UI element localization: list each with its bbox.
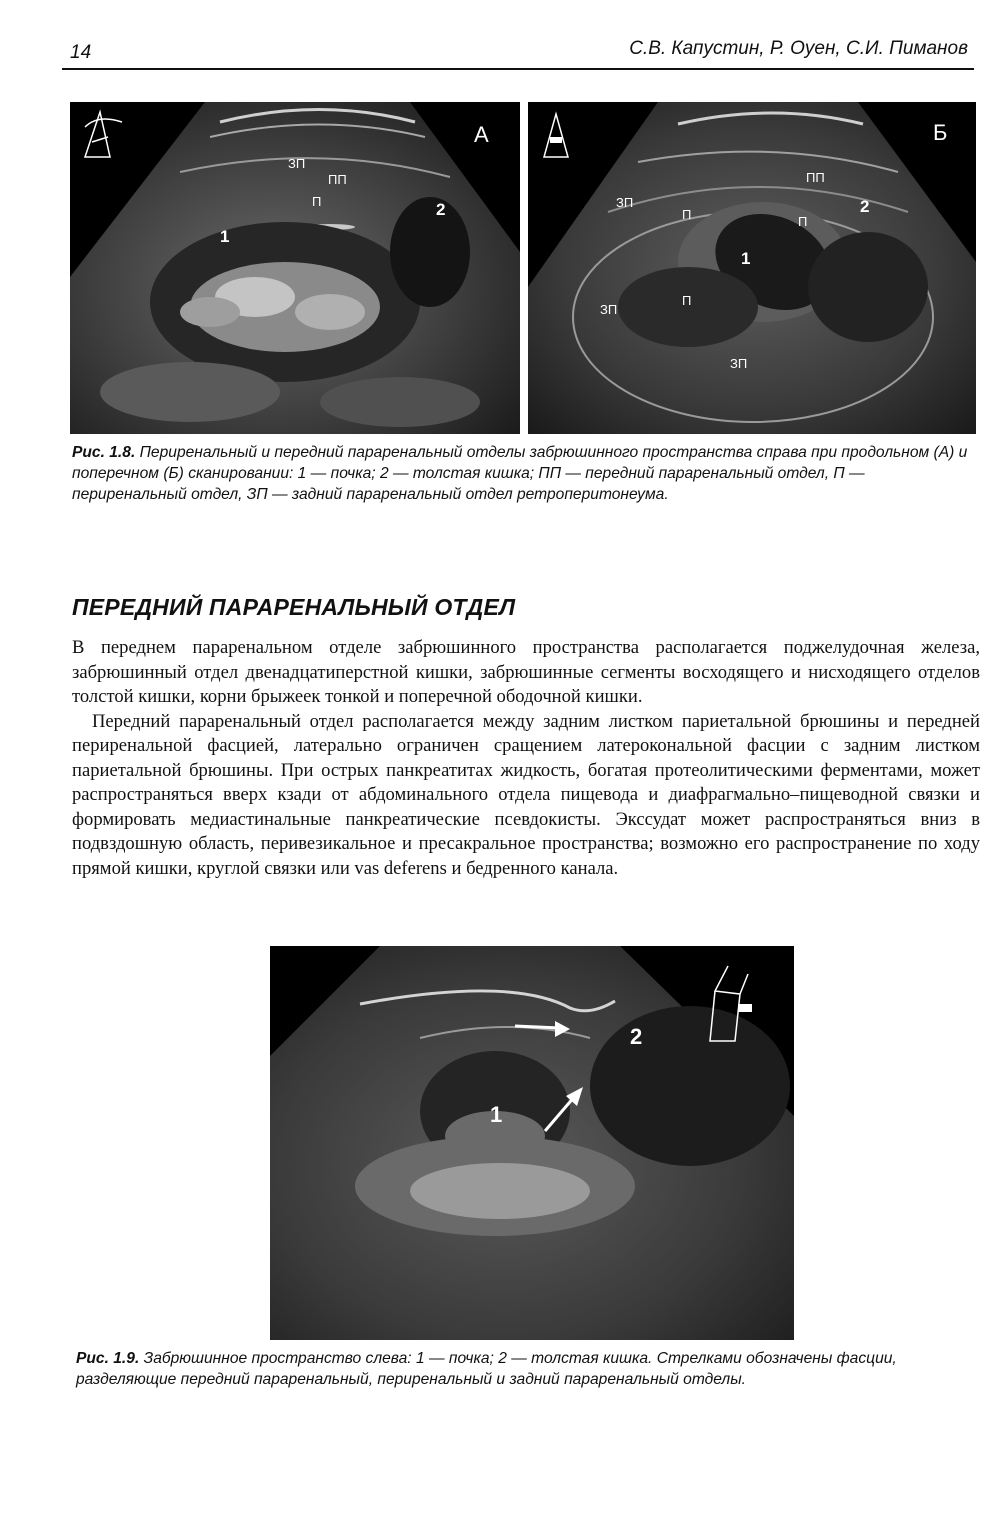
figure-1-9-caption	[76, 1348, 986, 1390]
ultrasound-image-fig-1-9	[270, 946, 794, 1340]
section-title: ПЕРЕДНИЙ ПАРАРЕНАЛЬНЫЙ ОТДЕЛ	[72, 594, 516, 620]
label-zp-b-2: ЗП	[600, 302, 618, 317]
label-colon-a: 2	[436, 200, 446, 219]
figure-1-9-caption-lead: Рис. 1.9.	[76, 1350, 140, 1367]
label-p-b-1: П	[682, 207, 692, 222]
label-zp-a: ЗП	[288, 156, 306, 171]
label-pp-a: ПП	[328, 172, 347, 187]
label-p-a: П	[312, 194, 322, 209]
figure-1-8-caption-text: Периренальный и передний параренальный отделы забрюшинного пространства справа при продольном (А) и поперечном (Б) сканировании: 1 — почка; 2 — толстая кишка; ПП — передний параренальный отдел, П — периренальный отдел, ЗП — задний параренальный отдел ретроперитонеума.	[72, 444, 968, 503]
label-kidney-b: 1	[741, 249, 751, 268]
panel-label-a: А	[474, 122, 489, 147]
page-number: 14	[70, 42, 92, 63]
section-body	[72, 636, 980, 881]
label-zp-b-3: ЗП	[730, 356, 748, 371]
label-kidney-a: 1	[220, 227, 230, 246]
label-p-b-2: П	[798, 214, 808, 229]
label-pp-b: ПП	[806, 170, 825, 185]
ultrasound-image-b	[528, 102, 976, 434]
label-colon-fig-1-9: 2	[630, 1024, 643, 1049]
ultrasound-image-a	[70, 102, 520, 434]
label-colon-b: 2	[860, 197, 870, 216]
paragraph-1: В переднем параренальном отделе забрюшинного пространства располагается поджелудочная железа, забрюшинный отдел двенадцатиперстной кишки, забрюшинные сегменты восходящего и нисходящего отделов толстой кишки, корни брыжеек тонкой и поперечной ободочной кишки.	[72, 637, 980, 707]
label-p-b-3: П	[682, 293, 692, 308]
figure-1-9-caption-text: Забрюшинное пространство слева: 1 — почка; 2 — толстая кишка. Стрелками обозначены фасции, разделяющие передний параренальный, периренальный и задний параренальный отделы.	[76, 1350, 897, 1388]
paragraph-2: Передний параренальный отдел располагается между задним листком париетальной брюшины и передней периренальной фасцией, латерально ограничен сращением латерокональной фасции с задним листком париетальной брюшины. При острых панкреатитах жидкость, богатая протеолитическими ферментами, может распространяться вверх кзади от абдоминального отдела пищевода и диафрагмально–пищеводной связки и формировать медиастинальные панкреатические псевдокисты. Экссудат может распространяться вниз в подвздошную область, перивезикальное и пресакральное пространства; возможно его распространение по ходу прямой кишки, круглой связки или vas deferens и бедренного канала.	[72, 710, 980, 879]
header-rule	[62, 68, 974, 70]
label-kidney-fig-1-9: 1	[490, 1102, 503, 1127]
figure-1-8-caption	[72, 442, 976, 505]
running-head-authors: С.В. Капустин, Р. Оуен, С.И. Пиманов	[629, 38, 968, 59]
panel-label-b: Б	[933, 120, 948, 145]
figure-1-8-caption-lead: Рис. 1.8.	[72, 444, 136, 461]
label-zp-b-1: ЗП	[616, 195, 634, 210]
